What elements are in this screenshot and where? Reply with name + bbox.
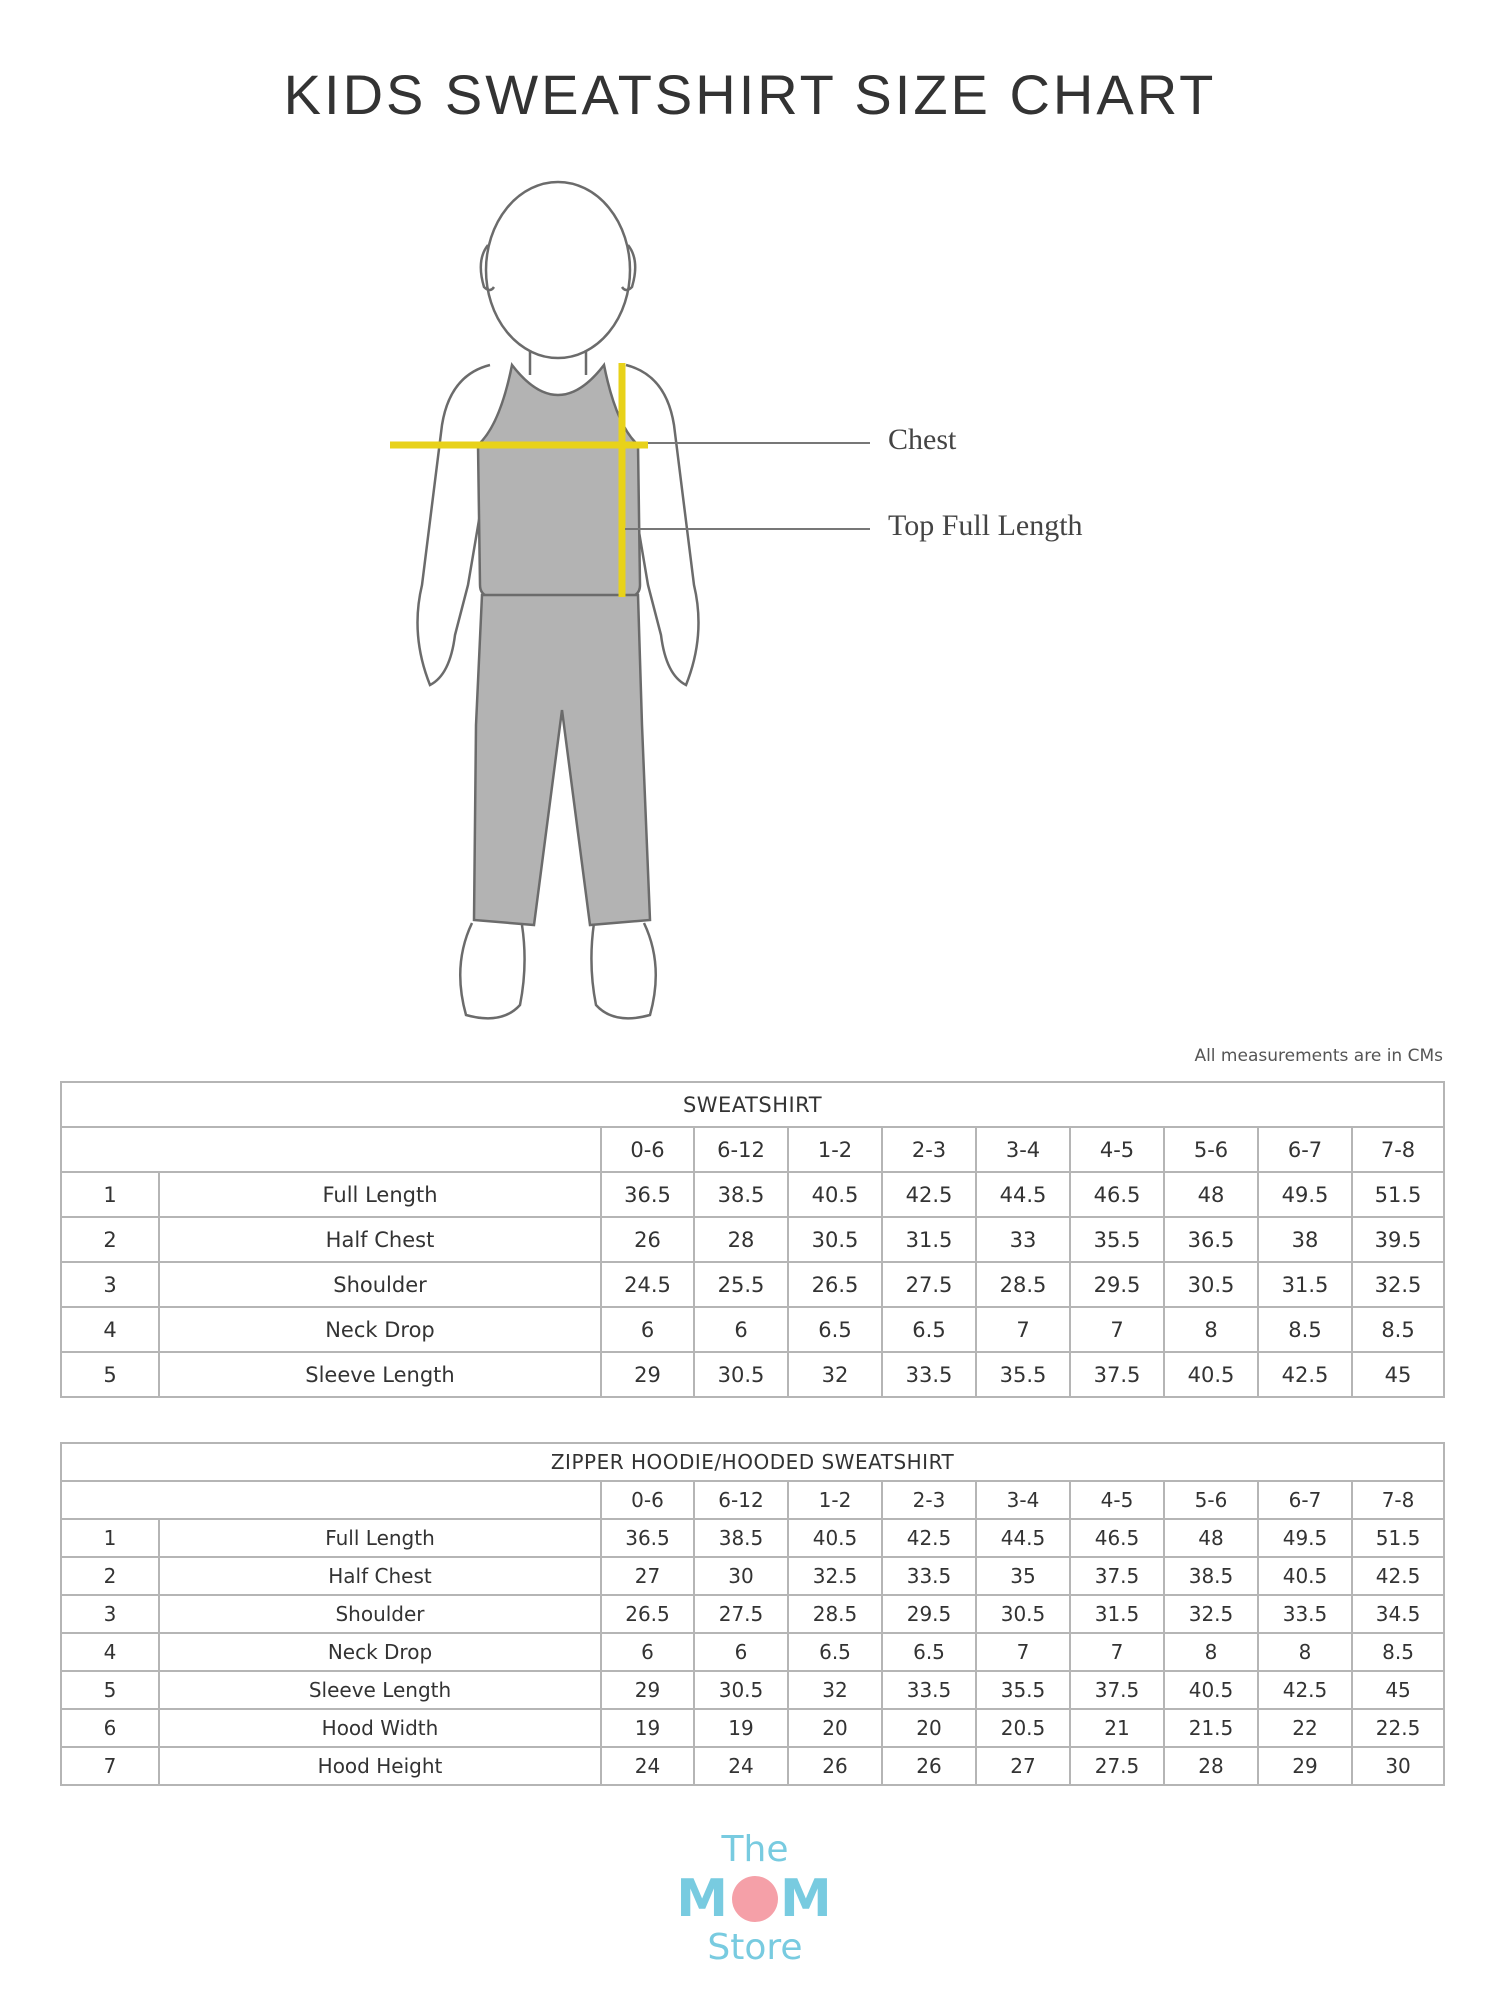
value-cell: 33.5 [882,1671,976,1709]
value-cell: 40.5 [1258,1557,1352,1595]
table-row [61,1557,1444,1595]
value-cell: 20 [788,1709,882,1747]
measurement-label-cell: Neck Drop [159,1633,601,1671]
table-title: SWEATSHIRT [61,1082,1444,1127]
size-header-cell: 1-2 [788,1127,882,1172]
value-cell: 8 [1258,1633,1352,1671]
size-header-cell: 0-6 [601,1481,694,1519]
row-number-cell: 4 [61,1307,159,1352]
value-cell: 37.5 [1070,1557,1164,1595]
value-cell: 48 [1164,1172,1258,1217]
value-cell: 40.5 [788,1519,882,1557]
measurement-label-cell: Half Chest [159,1557,601,1595]
value-cell: 30.5 [694,1671,788,1709]
measurement-label-cell: Shoulder [159,1595,601,1633]
value-cell: 6 [601,1307,694,1352]
value-cell: 8.5 [1352,1307,1444,1352]
header-blank-cell [61,1127,601,1172]
table-row [61,1633,1444,1671]
value-cell: 24.5 [601,1262,694,1307]
value-cell: 40.5 [788,1172,882,1217]
table-row [61,1519,1444,1557]
value-cell: 30 [694,1557,788,1595]
value-cell: 29.5 [882,1595,976,1633]
row-number-cell: 4 [61,1633,159,1671]
value-cell: 36.5 [601,1519,694,1557]
value-cell: 32 [788,1671,882,1709]
value-cell: 35.5 [976,1352,1070,1397]
row-number-cell: 5 [61,1671,159,1709]
value-cell: 32 [788,1352,882,1397]
value-cell: 33.5 [882,1557,976,1595]
value-cell: 42.5 [1258,1352,1352,1397]
value-cell: 6 [601,1633,694,1671]
table-title: ZIPPER HOODIE/HOODED SWEATSHIRT [61,1443,1444,1481]
value-cell: 27 [976,1747,1070,1785]
value-cell: 30.5 [694,1352,788,1397]
size-header-row [61,1481,1444,1519]
page-title: KIDS SWEATSHIRT SIZE CHART [283,63,1217,126]
child-figure-illustration [380,165,1180,1035]
measurement-label-cell: Hood Width [159,1709,601,1747]
value-cell: 8.5 [1352,1633,1444,1671]
value-cell: 32.5 [1164,1595,1258,1633]
size-header-cell: 5-6 [1164,1127,1258,1172]
row-number-cell: 2 [61,1557,159,1595]
value-cell: 7 [976,1633,1070,1671]
table-title-row [61,1082,1444,1127]
row-number-cell: 1 [61,1172,159,1217]
value-cell: 8 [1164,1633,1258,1671]
value-cell: 31.5 [1258,1262,1352,1307]
value-cell: 6.5 [882,1307,976,1352]
value-cell: 7 [1070,1633,1164,1671]
measurement-label-cell: Full Length [159,1172,601,1217]
size-header-row [61,1127,1444,1172]
value-cell: 25.5 [694,1262,788,1307]
rose-icon [732,1876,778,1922]
table-row [61,1671,1444,1709]
value-cell: 29 [601,1352,694,1397]
logo-line-mom: M M [676,1869,834,1929]
value-cell: 35.5 [1070,1217,1164,1262]
value-cell: 36.5 [601,1172,694,1217]
value-cell: 27.5 [1070,1747,1164,1785]
value-cell: 24 [601,1747,694,1785]
table-row [61,1172,1444,1217]
value-cell: 46.5 [1070,1519,1164,1557]
value-cell: 40.5 [1164,1352,1258,1397]
value-cell: 28.5 [788,1595,882,1633]
row-number-cell: 3 [61,1595,159,1633]
value-cell: 48 [1164,1519,1258,1557]
value-cell: 42.5 [1258,1671,1352,1709]
value-cell: 26.5 [788,1262,882,1307]
value-cell: 32.5 [788,1557,882,1595]
value-cell: 49.5 [1258,1172,1352,1217]
value-cell: 37.5 [1070,1352,1164,1397]
size-header-cell: 0-6 [601,1127,694,1172]
size-header-cell: 6-7 [1258,1481,1352,1519]
row-number-cell: 5 [61,1352,159,1397]
value-cell: 26 [788,1747,882,1785]
value-cell: 38.5 [694,1519,788,1557]
value-cell: 36.5 [1164,1217,1258,1262]
size-header-cell: 6-12 [694,1127,788,1172]
value-cell: 27.5 [694,1595,788,1633]
row-number-cell: 1 [61,1519,159,1557]
value-cell: 30.5 [1164,1262,1258,1307]
value-cell: 44.5 [976,1172,1070,1217]
table-row [61,1595,1444,1633]
measurement-label-cell: Half Chest [159,1217,601,1262]
full-length-callout: Top Full Length [888,509,1083,542]
size-header-cell: 3-4 [976,1127,1070,1172]
logo-line-the: The [721,1829,789,1870]
value-cell: 33.5 [882,1352,976,1397]
value-cell: 42.5 [882,1519,976,1557]
value-cell: 39.5 [1352,1217,1444,1262]
value-cell: 28.5 [976,1262,1070,1307]
size-header-cell: 7-8 [1352,1481,1444,1519]
value-cell: 26 [601,1217,694,1262]
value-cell: 8.5 [1258,1307,1352,1352]
size-header-cell: 3-4 [976,1481,1070,1519]
value-cell: 30 [1352,1747,1444,1785]
logo-line-store: Store [707,1927,803,1968]
value-cell: 46.5 [1070,1172,1164,1217]
value-cell: 27 [601,1557,694,1595]
value-cell: 8 [1164,1307,1258,1352]
value-cell: 38.5 [694,1172,788,1217]
value-cell: 26 [882,1747,976,1785]
value-cell: 49.5 [1258,1519,1352,1557]
value-cell: 29 [601,1671,694,1709]
value-cell: 31.5 [1070,1595,1164,1633]
value-cell: 35.5 [976,1671,1070,1709]
size-header-cell: 6-7 [1258,1127,1352,1172]
value-cell: 29 [1258,1747,1352,1785]
brand-logo [660,1830,850,1980]
row-number-cell: 7 [61,1747,159,1785]
value-cell: 33.5 [1258,1595,1352,1633]
measurement-label-cell: Sleeve Length [159,1671,601,1709]
value-cell: 42.5 [1352,1557,1444,1595]
value-cell: 31.5 [882,1217,976,1262]
value-cell: 7 [1070,1307,1164,1352]
table-row [61,1307,1444,1352]
value-cell: 21.5 [1164,1709,1258,1747]
measurement-label-cell: Sleeve Length [159,1352,601,1397]
size-header-cell: 1-2 [788,1481,882,1519]
table-title-row [61,1443,1444,1481]
value-cell: 37.5 [1070,1671,1164,1709]
value-cell: 38.5 [1164,1557,1258,1595]
value-cell: 20 [882,1709,976,1747]
value-cell: 45 [1352,1671,1444,1709]
chest-callout: Chest [888,423,957,456]
value-cell: 33 [976,1217,1070,1262]
size-header-cell: 6-12 [694,1481,788,1519]
value-cell: 29.5 [1070,1262,1164,1307]
table-row [61,1262,1444,1307]
value-cell: 44.5 [976,1519,1070,1557]
value-cell: 34.5 [1352,1595,1444,1633]
value-cell: 35 [976,1557,1070,1595]
value-cell: 21 [1070,1709,1164,1747]
value-cell: 27.5 [882,1262,976,1307]
measurement-label-cell: Full Length [159,1519,601,1557]
table-row [61,1747,1444,1785]
value-cell: 6 [694,1633,788,1671]
child-outline-drawing [380,165,1180,1035]
value-cell: 6.5 [788,1633,882,1671]
size-header-cell: 7-8 [1352,1127,1444,1172]
measurement-label-cell: Neck Drop [159,1307,601,1352]
header-blank-cell [61,1481,601,1519]
value-cell: 51.5 [1352,1519,1444,1557]
tank-top-shape [478,365,640,597]
value-cell: 22 [1258,1709,1352,1747]
value-cell: 28 [1164,1747,1258,1785]
value-cell: 26.5 [601,1595,694,1633]
row-number-cell: 3 [61,1262,159,1307]
table-row [61,1352,1444,1397]
value-cell: 24 [694,1747,788,1785]
value-cell: 6.5 [788,1307,882,1352]
value-cell: 6.5 [882,1633,976,1671]
value-cell: 32.5 [1352,1262,1444,1307]
value-cell: 19 [601,1709,694,1747]
value-cell: 7 [976,1307,1070,1352]
hoodie-size-table [60,1442,1445,1786]
measurement-label-cell: Hood Height [159,1747,601,1785]
size-header-cell: 4-5 [1070,1481,1164,1519]
size-header-cell: 4-5 [1070,1127,1164,1172]
value-cell: 28 [694,1217,788,1262]
table-row [61,1709,1444,1747]
value-cell: 30.5 [788,1217,882,1262]
size-header-cell: 5-6 [1164,1481,1258,1519]
size-header-cell: 2-3 [882,1127,976,1172]
measurement-label-cell: Shoulder [159,1262,601,1307]
value-cell: 42.5 [882,1172,976,1217]
value-cell: 51.5 [1352,1172,1444,1217]
sweatshirt-size-table [60,1081,1445,1398]
row-number-cell: 6 [61,1709,159,1747]
size-header-cell: 2-3 [882,1481,976,1519]
row-number-cell: 2 [61,1217,159,1262]
value-cell: 6 [694,1307,788,1352]
value-cell: 30.5 [976,1595,1070,1633]
pants-shape [474,595,650,925]
table-row [61,1217,1444,1262]
measurement-units-note: All measurements are in CMs [1194,1046,1443,1066]
value-cell: 19 [694,1709,788,1747]
value-cell: 45 [1352,1352,1444,1397]
value-cell: 38 [1258,1217,1352,1262]
value-cell: 22.5 [1352,1709,1444,1747]
value-cell: 40.5 [1164,1671,1258,1709]
value-cell: 20.5 [976,1709,1070,1747]
